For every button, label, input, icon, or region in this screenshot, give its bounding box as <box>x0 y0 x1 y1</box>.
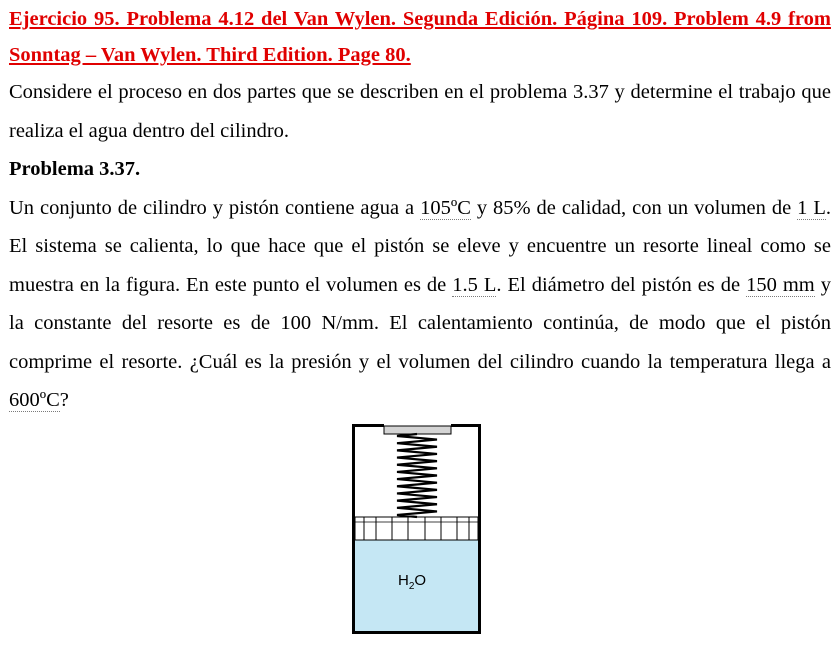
problem-heading: Problema 3.37. <box>9 158 141 180</box>
problem-text-4: . El diámetro del pistón es de <box>496 273 747 296</box>
water-label: $H_2O$ <box>398 572 427 592</box>
piston-diameter: 150 mm <box>746 273 815 296</box>
temperature-final: 600ºC <box>9 389 60 411</box>
problem-text-5: y la constante del resorte es de 100 N/mm. El calentamiento continúa, de modo que el pistón comprime el resorte. ¿Cuál es la presión y el volumen del cilindro cuando la temperatura llega a <box>9 273 831 373</box>
problem-text-3: . El sistema se calienta, lo que hace que el pistón se eleve y encuentre un resorte lineal como se muestra en la figura. En este punto el volumen es de <box>9 196 831 296</box>
spring-top-cap <box>384 426 451 434</box>
volume-second: 1.5 L <box>452 273 497 296</box>
piston <box>355 517 478 540</box>
spring <box>397 434 437 517</box>
document-page <box>9 0 831 420</box>
temperature-initial: 105ºC <box>420 196 471 219</box>
exercise-title[interactable]: Ejercicio 95. Problema 4.12 del Van Wylen. Segunda Edición. Página 109. Problem 4.9 from Sonntag – Van Wylen. Third Edition. Page 80. <box>9 8 831 66</box>
piston-cylinder-figure <box>340 421 500 641</box>
intro-paragraph: Considere el proceso en dos partes que se describen en el problema 3.37 y determine el trabajo que realiza el agua dentro del cilindro. <box>9 81 831 142</box>
problem-text-2: y 85% de calidad, con un volumen de <box>470 196 798 219</box>
problem-text-1: Un conjunto de cilindro y pistón contiene agua a <box>9 196 421 219</box>
volume-initial: 1 L <box>797 196 826 219</box>
problem-paragraph <box>9 189 831 420</box>
problem-text-6: ? <box>59 389 69 411</box>
